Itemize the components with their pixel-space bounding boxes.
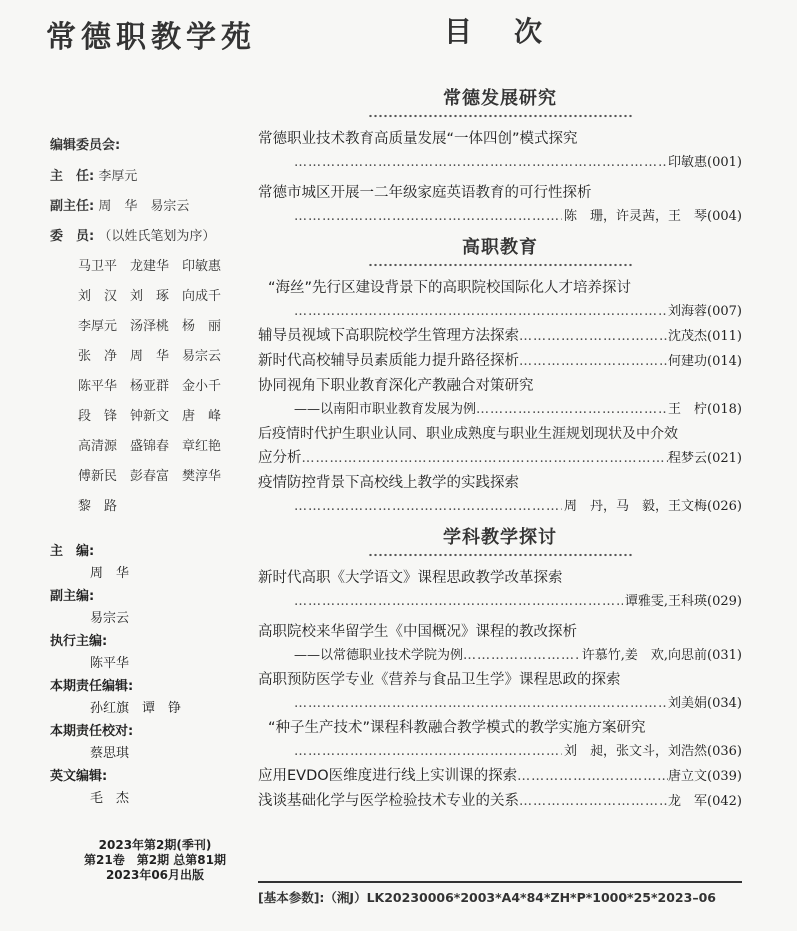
editor-name: 孙红旗 谭 铮: [90, 701, 182, 716]
article-author: 唐立文(039): [668, 769, 742, 784]
members-row: 刘 汉 刘 琢 向成千: [78, 289, 222, 304]
editor-label: 本期责任编辑:: [50, 679, 134, 694]
article-title[interactable]: 后疫情时代护生职业认同、职业成熟度与职业生涯规划现状及中介效: [258, 426, 678, 442]
editor-label: 主 编:: [50, 544, 95, 559]
leader-dots: [519, 325, 668, 349]
members-row: 高清源 盛锦春 章红艳: [78, 439, 222, 454]
article-title-cont: 应分析: [258, 450, 302, 466]
leader-dots: [294, 692, 666, 716]
vice-names: 周 华 易宗云: [98, 199, 190, 214]
entry-author-line: [258, 495, 742, 519]
toc-entry[interactable]: [258, 668, 742, 716]
article-author: 印敏惠(001): [668, 155, 742, 170]
article-title[interactable]: 疫情防控背景下高校线上教学的实践探索: [258, 475, 519, 491]
editor-label: 英文编辑:: [50, 769, 108, 784]
members-label: 委 员:: [50, 229, 95, 244]
issue-line: 2023年06月出版: [105, 868, 205, 882]
section-divider: [368, 262, 632, 268]
leader-dots: [519, 350, 668, 374]
article-title[interactable]: 新时代高职《大学语文》课程思政教学改革探索: [258, 570, 563, 586]
article-title[interactable]: 高职院校来华留学生《中国概况》课程的教改探析: [258, 624, 577, 640]
section-divider: [368, 113, 632, 119]
leader-dots: [302, 447, 669, 471]
toc-entry[interactable]: [258, 127, 742, 175]
editors-list: [50, 540, 250, 810]
toc-entry[interactable]: [258, 374, 742, 422]
article-title[interactable]: 应用EVDO医维度进行线上实训课的探索: [258, 768, 518, 784]
article-title[interactable]: “种子生产技术”课程科教融合教学模式的教学实施方案研究: [268, 720, 646, 736]
toc-entry[interactable]: [258, 324, 742, 349]
editor-label: 执行主编:: [50, 634, 108, 649]
article-author: 许慕竹,姜 欢,向思前(031): [581, 648, 742, 663]
article-author: 刘海蓉(007): [668, 304, 742, 319]
toc-entry[interactable]: [258, 620, 742, 668]
leader-dots: [463, 644, 580, 668]
issue-info: [60, 838, 250, 883]
article-author: 沈茂杰(011): [668, 329, 742, 344]
toc-entry[interactable]: [258, 422, 742, 471]
section-title: 常德发展研究: [443, 88, 557, 109]
leader-dots: [294, 205, 562, 229]
chair-label: 主 任:: [50, 169, 95, 184]
toc-entry[interactable]: [258, 764, 742, 789]
members-row: 马卫平 龙建华 印敏惠: [78, 259, 222, 274]
members-note: （以姓氏笔划为序）: [98, 229, 216, 244]
leader-dots: [294, 740, 562, 764]
vice-label: 副主任:: [50, 199, 95, 214]
journal-title: 常德职教学苑: [46, 20, 256, 55]
article-title[interactable]: 辅导员视域下高职院校学生管理方法探索: [258, 328, 519, 344]
leader-dots: [294, 590, 623, 614]
section-divider: [368, 552, 632, 558]
toc-entry[interactable]: [258, 471, 742, 519]
toc-heading: 目次: [444, 15, 585, 48]
article-title[interactable]: 高职预防医学专业《营养与食品卫生学》课程思政的探索: [258, 672, 621, 688]
toc-entry[interactable]: [258, 716, 742, 764]
entry-author-line: [258, 446, 742, 471]
section-header: [258, 84, 742, 119]
entry-author-line: [258, 398, 742, 422]
members-list: [78, 255, 250, 514]
members-row: 傅新民 彭春富 樊淳华: [78, 469, 222, 484]
committee-title: 编辑委员会:: [50, 138, 121, 153]
article-author: 刘美娟(034): [668, 696, 742, 711]
section-header: [258, 233, 742, 268]
entry-author-line: [258, 151, 742, 175]
toc-entry[interactable]: [258, 181, 742, 229]
article-author: 程梦云(021): [668, 451, 742, 466]
basic-parameters: [基本参数]:（湘J）LK20230006*2003*A4*84*ZH*P*1000*25*2023–06: [258, 881, 742, 906]
toc-entry[interactable]: [258, 566, 742, 614]
article-author: 刘 昶，张文斗，刘浩然(036): [564, 744, 742, 759]
editor-name: 陈平华: [90, 656, 130, 671]
members-row: 黎 路: [78, 499, 118, 514]
article-author: 陈 珊，许灵茜，王 琴(004): [564, 209, 742, 224]
leader-dots: [294, 300, 666, 324]
section-title: 高职教育: [462, 237, 538, 258]
entry-author-line: [258, 740, 742, 764]
article-author: 王 柠(018): [668, 402, 742, 417]
article-title[interactable]: 新时代高校辅导员素质能力提升路径探析: [258, 353, 519, 369]
editor-label: 本期责任校对:: [50, 724, 134, 739]
committee-members-header: [50, 225, 250, 244]
members-row: 李厚元 汤泽桃 杨 丽: [78, 319, 222, 334]
article-title[interactable]: 浅谈基础化学与医学检验技术专业的关系: [258, 793, 519, 809]
article-author: 周 丹，马 毅，王文梅(026): [564, 499, 742, 514]
toc-entry[interactable]: [258, 789, 742, 814]
committee-chair: [50, 165, 250, 184]
editor-name: 易宗云: [90, 611, 130, 626]
editorial-committee: [50, 134, 250, 525]
toc-entry[interactable]: [258, 349, 742, 374]
entry-author-line: [258, 644, 742, 668]
issue-line: 2023年第2期(季刊): [98, 838, 212, 852]
members-row: 段 锋 钟新文 唐 峰: [78, 409, 222, 424]
issue-line: 第21卷 第2期 总第81期: [84, 853, 226, 867]
leader-dots: [519, 790, 668, 814]
members-row: 陈平华 杨亚群 金小千: [78, 379, 222, 394]
article-title[interactable]: 协同视角下职业教育深化产教融合对策研究: [258, 378, 534, 394]
leader-dots: [294, 495, 562, 519]
leader-dots: [476, 398, 666, 422]
article-subtitle: ——以常德职业技术学院为例: [294, 648, 464, 663]
table-of-contents: [258, 84, 742, 814]
entry-author-line: [258, 300, 742, 324]
editor-label: 副主编:: [50, 589, 95, 604]
entry-author-line: [258, 205, 742, 229]
article-author: 谭雅雯,王科瑛(029): [624, 594, 742, 609]
committee-vice: [50, 195, 250, 214]
section-header: [258, 523, 742, 558]
editor-name: 蔡思琪: [90, 746, 130, 761]
article-title[interactable]: 常德市城区开展一二年级家庭英语教育的可行性探析: [258, 185, 592, 201]
leader-dots: [517, 765, 668, 789]
toc-entry[interactable]: [258, 276, 742, 324]
article-author: 何建功(014): [668, 354, 742, 369]
editor-name: 周 华: [90, 566, 130, 581]
editor-name: 毛 杰: [90, 791, 130, 806]
article-title[interactable]: “海丝”先行区建设背景下的高职院校国际化人才培养探讨: [268, 280, 632, 296]
article-subtitle: ——以南阳市职业教育发展为例: [294, 402, 477, 417]
article-title[interactable]: 常德职业技术教育高质量发展“一体四创”模式探究: [258, 131, 578, 147]
chair-name: 李厚元: [98, 169, 138, 184]
section-title: 学科教学探讨: [443, 527, 557, 548]
entry-author-line: [258, 590, 742, 614]
article-author: 龙 军(042): [668, 794, 742, 809]
members-row: 张 净 周 华 易宗云: [78, 349, 222, 364]
entry-author-line: [258, 692, 742, 716]
leader-dots: [294, 151, 666, 175]
